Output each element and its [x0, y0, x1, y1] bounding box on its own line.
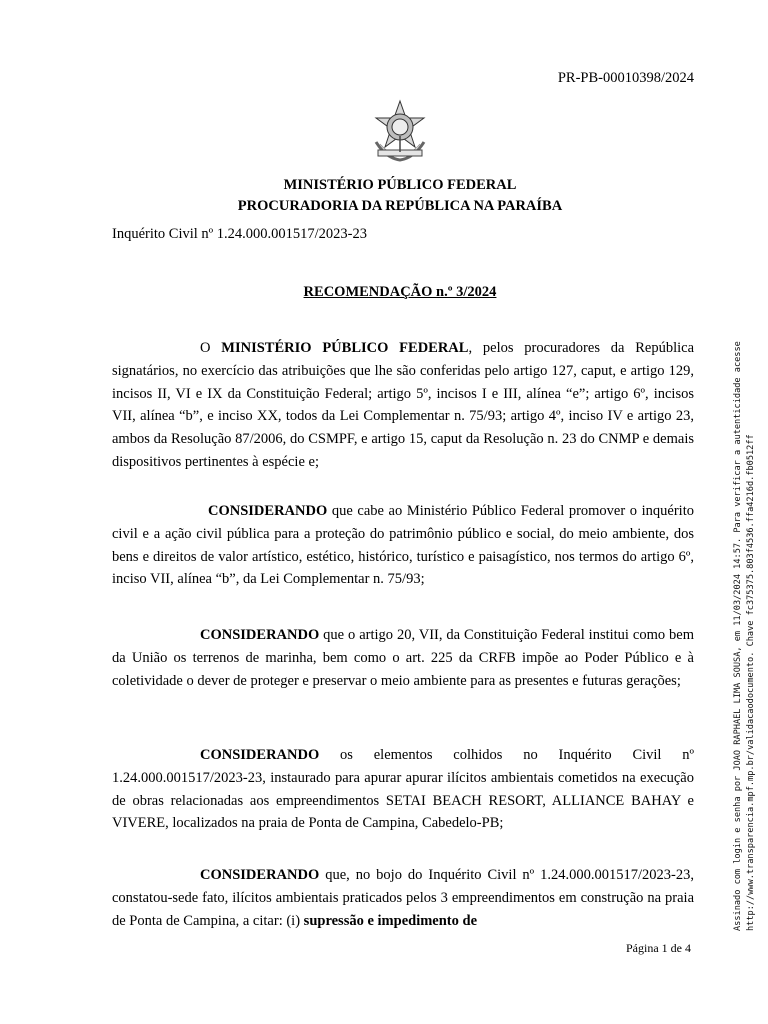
paragraph-considerando-4: CONSIDERANDO que, no bojo do Inquérito Civil nº 1.24.000.001517/2023-23, constatou-sede fato, ilícitos ambientais praticados pelos 3 empreendimentos em construção na praia de Ponta de Campina, a citar: (i) supressão e impedimento de [112, 867, 694, 929]
verification-link: http://www.transparencia.mpf.mp.br/validacaodocumento. Chave fc375375.803f4536.ffa4216d.fb0512ff [745, 434, 756, 931]
bold-term: CONSIDERANDO [200, 867, 320, 883]
inquiry-reference: Inquérito Civil nº 1.24.000.001517/2023-23 [112, 226, 368, 242]
bold-term: CONSIDERANDO [200, 627, 320, 643]
paragraph-preamble: O MINISTÉRIO PÚBLICO FEDERAL, pelos procuradores da República signatários, no exercício das atribuições que lhe são conferidas pelo artigo 127, caput, e artigo 129, incisos II, VI e IX da Constituição Federal; artigo 5º, incisos I e III, alínea “e”; artigo 6º, incisos VII, alínea “b”, e inciso XX, todos da Lei Complementar n. 75/93; artigo 4º, inciso IV e artigo 23, ambos da Resolução 87/2006, do CSMPF, e artigo 15, caput da Resolução n. 23 do CNMP e demais dispositivos pertinentes à espécie e; [112, 340, 695, 470]
document-title: RECOMENDAÇÃO n.º 3/2024 [303, 284, 497, 300]
page-number: Página 1 de 4 [626, 941, 691, 955]
coat-of-arms-icon [368, 98, 432, 164]
signature-note [732, 261, 757, 931]
signature-line: Assinado com login e senha por JOAO RAPHAEL LIMA SOUSA, em 11/03/2024 14:57. Para verificar a autenticidade acesse [733, 341, 743, 931]
document-number: PR-PB-00010398/2024 [557, 70, 694, 86]
office-title: PROCURADORIA DA REPÚBLICA NA PARAÍBA [237, 198, 563, 214]
bold-term: MINISTÉRIO PÚBLICO FEDERAL [221, 340, 469, 356]
paragraph-considerando-3: CONSIDERANDO os elementos colhidos no Inquérito Civil nº 1.24.000.001517/2023-23, instaurado para apurar apurar ilícitos ambientais cometidos na execução de obras relacionadas aos empreendimentos SETAI BEACH RESORT, ALLIANCE BAHAY e VIVERE, localizados na praia de Ponta de Campina, Cabedelo-PB; [112, 747, 694, 832]
institution-title: MINISTÉRIO PÚBLICO FEDERAL [283, 177, 517, 193]
bold-term: CONSIDERANDO [200, 747, 320, 763]
bold-term: CONSIDERANDO [208, 503, 328, 519]
paragraph-considerando-2: CONSIDERANDO que o artigo 20, VII, da Constituição Federal institui como bem da União os terrenos de marinha, bem como o art. 225 da CRFB impõe ao Poder Público e à coletividade o dever de proteger e preservar o meio ambiente para as presentes e futuras gerações; [112, 627, 694, 689]
bold-term: supressão e impedimento de [303, 912, 478, 929]
paragraph-considerando-1: CONSIDERANDO que cabe ao Ministério Público Federal promover o inquérito civil e a ação civil pública para a proteção do patrimônio público e social, do meio ambiente, dos bens e direitos de valor artístico, estético, histórico, turístico e paisagístico, nos termos do artigo 6º, inciso VII, alínea “b”, da Lei Complementar n. 75/93; [112, 503, 694, 588]
